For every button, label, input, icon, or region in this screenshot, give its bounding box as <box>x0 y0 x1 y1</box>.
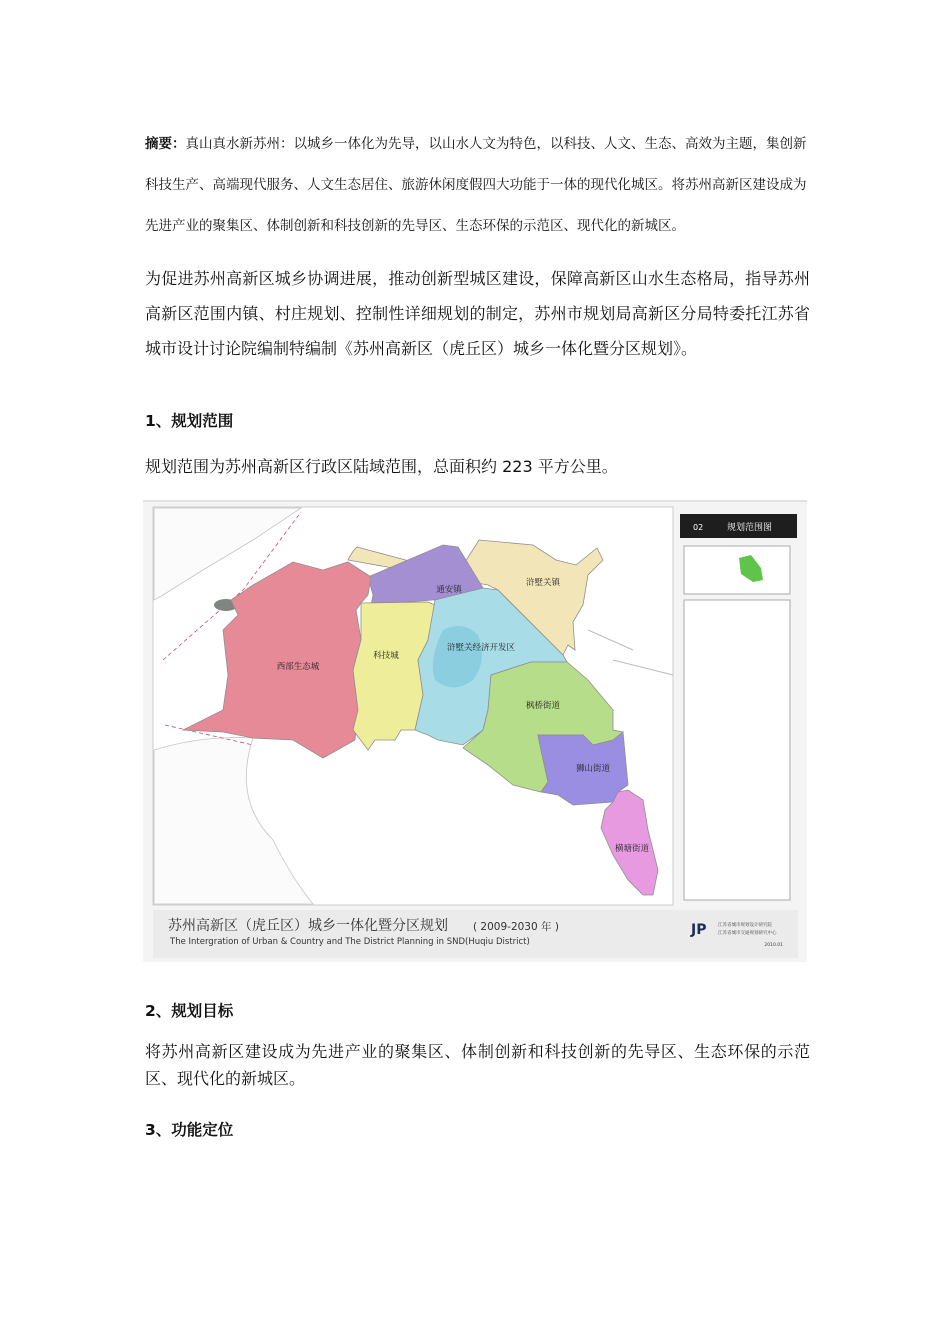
label-hengtang: 横塘街道 <box>614 844 650 854</box>
label-tongan: 通安镇 <box>436 585 462 595</box>
section1-text: 规划范围为苏州高新区行政区陆域范围，总面积约 223 平方公里。 <box>145 457 618 476</box>
panel-title: 规划范围图 <box>727 523 773 533</box>
label-econ-zone: 浒墅关经济开发区 <box>446 643 516 653</box>
map-date: 2010.01 <box>764 943 783 948</box>
abstract-text: 真山真水新苏州：以城乡一体化为先导，以山水人文为特色，以科技、人文、生态、高效为主题，集创新科技生产、高端现代服务、人文生态居住、旅游休闲度假四大功能于一体的现代化城区。将苏州高新区建设成为先进产业的聚集区、体制创新和科技创新的先导区、生态环保的示范区、现代化的新城区。 <box>145 136 807 234</box>
section1-heading: 1、规划范围 <box>145 412 234 430</box>
planning-map-figure <box>143 500 807 962</box>
label-xushuguan-town: 浒墅关镇 <box>525 578 561 588</box>
map-title-cn: 苏州高新区（虎丘区）城乡一体化暨分区规划 <box>168 918 448 934</box>
planning-map <box>143 500 807 962</box>
abstract-label: 摘要： <box>145 136 186 152</box>
intro-paragraph: 为促进苏州高新区城乡协调进展，推动创新型城区建设，保障高新区山水生态格局，指导苏州高新区范围内镇、村庄规划、控制性详细规划的制定，苏州市规划局高新区分局特委托江苏省城市设计讨论院编制特编制《苏州高新区（虎丘区）城乡一体化暨分区规划》。 <box>145 269 810 358</box>
org-line-2: 江苏省城市交通规划研究中心 <box>718 931 777 936</box>
legend-box <box>684 600 790 900</box>
label-science-city: 科技城 <box>373 651 399 661</box>
section2-heading: 2、规划目标 <box>145 1002 234 1020</box>
label-shishan: 狮山街道 <box>575 764 611 774</box>
org-line-1: 江苏省城市规划设计研究院 <box>718 923 772 928</box>
locator-map <box>684 546 790 594</box>
section3-heading: 3、功能定位 <box>145 1121 234 1139</box>
label-western-eco-city: 西部生态城 <box>276 662 320 672</box>
panel-number: 02 <box>693 523 704 532</box>
logo-mark: JP <box>691 922 707 938</box>
section2-text: 将苏州高新区建设成为先进产业的聚集区、体制创新和科技创新的先导区、生态环保的示范区、现代化的新城区。 <box>145 1042 810 1088</box>
map-title-en: The Intergration of Urban & Country and The District Planning in SND(Huqiu District) <box>170 937 530 947</box>
label-fengqiao: 枫桥街道 <box>525 701 561 711</box>
abstract <box>145 124 810 247</box>
map-title-years: ( 2009-2030 年 ) <box>473 921 559 933</box>
